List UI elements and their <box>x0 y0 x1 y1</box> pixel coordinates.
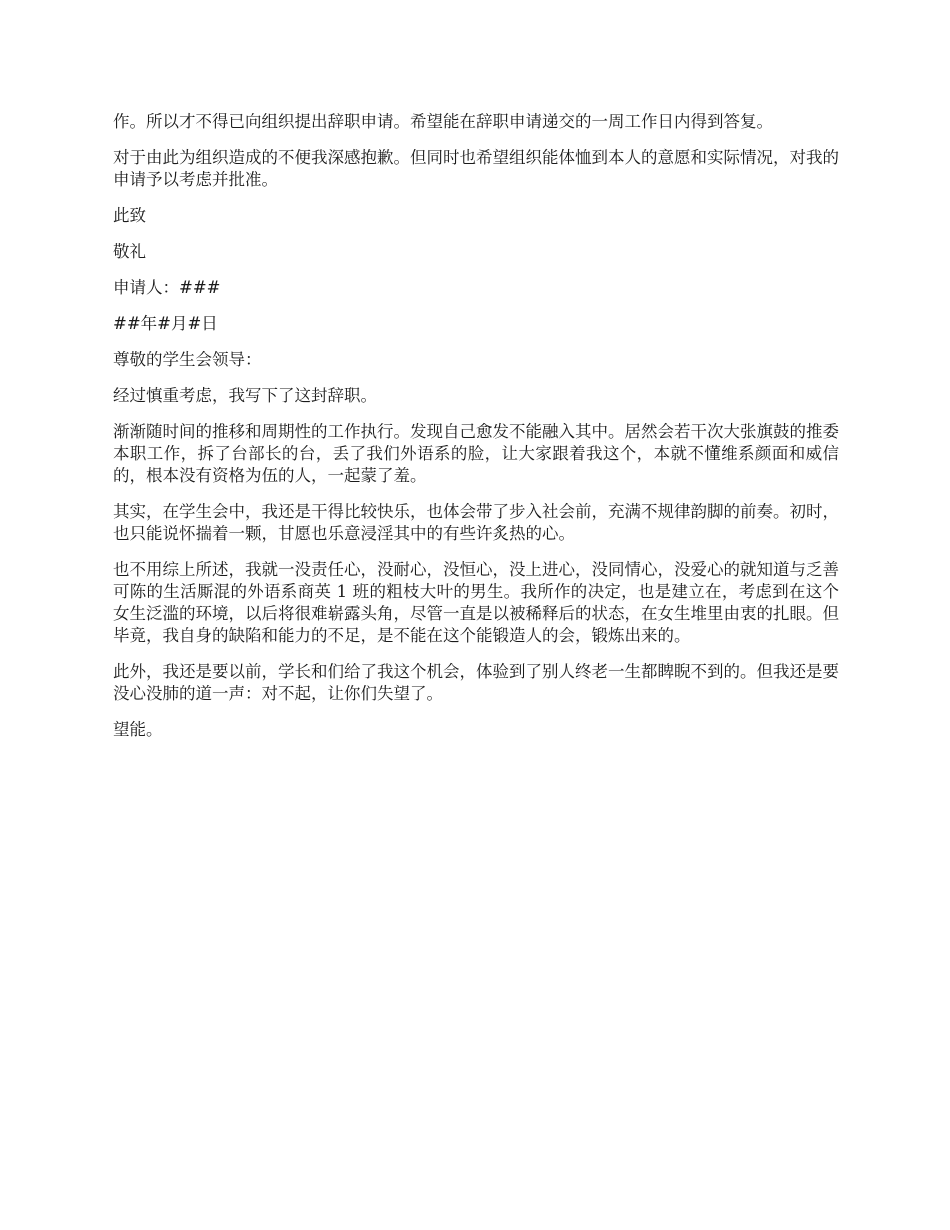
date-line: ##年#月#日 <box>113 314 218 333</box>
closing-jingli: 敬礼 <box>113 242 146 261</box>
paragraph-reply-request: 作。所以才不得已向组织提出辞职申请。希望能在辞职申请递交的一周工作日内得到答复。 <box>113 112 773 131</box>
paragraph-intro: 经过慎重考虑，我写下了这封辞职。 <box>113 386 377 405</box>
document-body <box>113 111 839 755</box>
paragraph-experience: 其实，在学生会中，我还是干得比较快乐，也体会带了步入社会前，充满不规律韵脚的前奏。初时，也只能说怀揣着一颗，甘愿也乐意浸淫其中的有些许炙热的心。 <box>113 502 839 543</box>
paragraph-thanks: 此外，我还是要以前，学长和们给了我这个机会，体验到了别人终老一生都睥睨不到的。但我还是要没心没肺的道一声：对不起，让你们失望了。 <box>113 662 839 703</box>
paragraph-ending: 望能。 <box>113 720 163 739</box>
closing-cizhi: 此致 <box>113 206 146 225</box>
salutation: 尊敬的学生会领导： <box>113 350 262 369</box>
applicant-line: 申请人：### <box>113 278 221 297</box>
paragraph-reason: 渐渐随时间的推移和周期性的工作执行。发现自己愈发不能融入其中。居然会若干次大张旗鼓的推委本职工作，拆了台部长的台，丢了我们外语系的脸，让大家跟着我这个，本就不懂维系颜面和威信的，根本没有资格为伍的人，一起蒙了羞。 <box>113 422 839 485</box>
paragraph-self-assessment: 也不用综上所述，我就一没责任心，没耐心，没恒心，没上进心，没同情心，没爱心的就知道与乏善可陈的生活厮混的外语系商英 1 班的粗枝大叶的男生。我所作的决定，也是建立在，考虑到在这个女生泛滥的环境，以后将很难崭露头角，尽管一直是以被稀释后的状态，在女生堆里由衷的扎眼。但毕竟，我自身的缺陷和能力的不足，是不能在这个能锻造人的会，锻炼出来的。 <box>113 560 839 645</box>
paragraph-apology: 对于由此为组织造成的不便我深感抱歉。但同时也希望组织能体恤到本人的意愿和实际情况，对我的申请予以考虑并批准。 <box>113 148 839 189</box>
